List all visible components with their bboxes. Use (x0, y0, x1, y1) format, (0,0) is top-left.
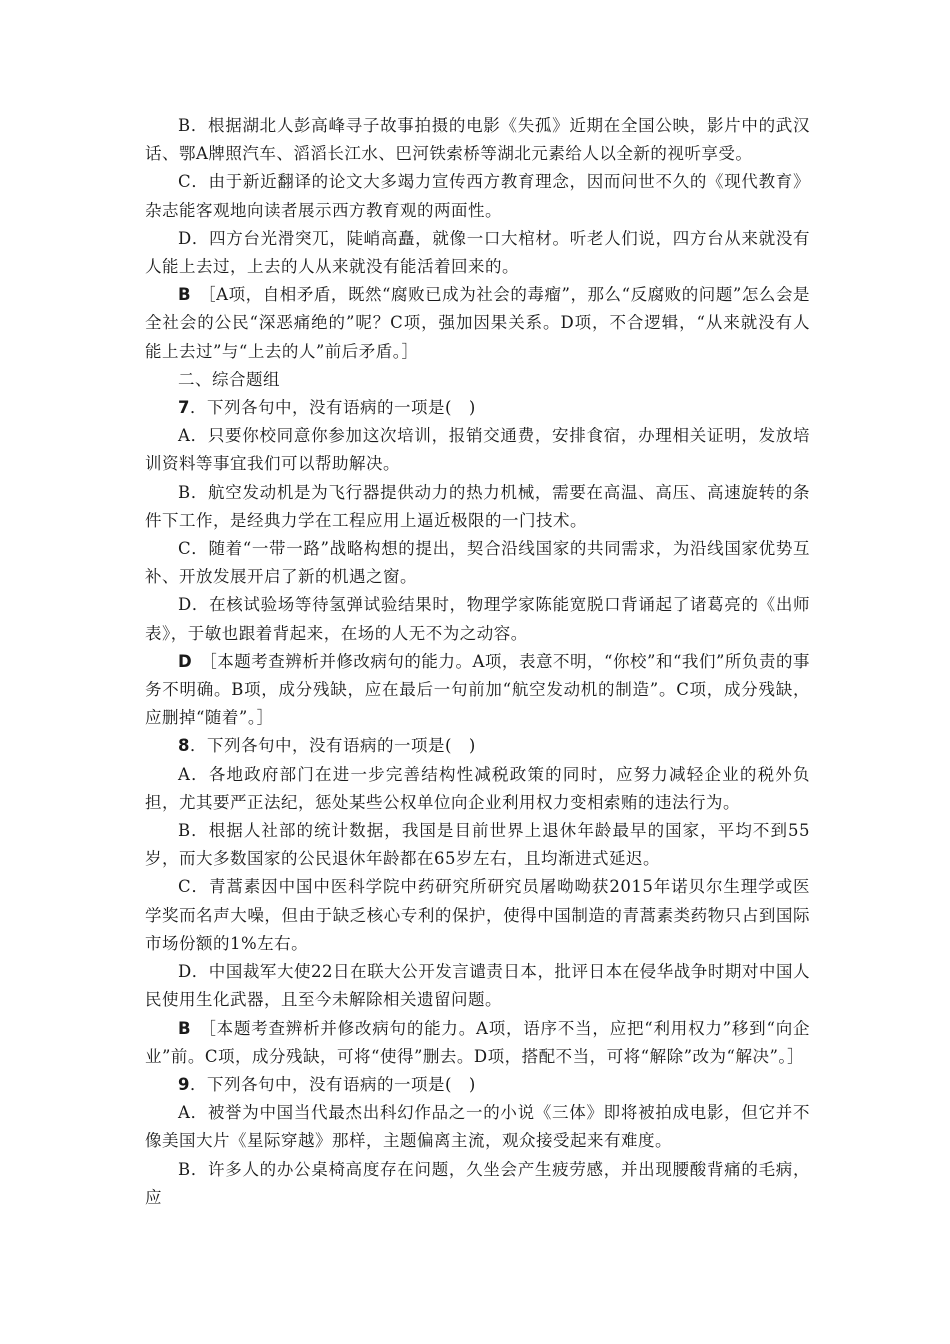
option-paragraph: C．随着“一带一路”战略构想的提出，契合沿线国家的共同需求，为沿线国家优势互补、开放发展开启了新的机遇之窗。 (145, 539, 810, 587)
question-text: ．下列各句中，没有语病的一项是( ) (189, 736, 476, 756)
option-paragraph: D．在核试验场等待氢弹试验结果时，物理学家陈能宽脱口背诵起了诸葛亮的《出师表》，于敏也跟着背起来，在场的人无不为之动容。 (145, 595, 810, 643)
option-paragraph: B．许多人的办公桌椅高度存在问题，久坐会产生疲劳感，并出现腰酸背痛的毛病，应 (145, 1159, 810, 1207)
question-text: ．下列各句中，没有语病的一项是( ) (189, 1074, 476, 1094)
option-paragraph: A．被誉为中国当代最杰出科幻作品之一的小说《三体》即将被拍成电影，但它并不像美国大片《星际穿越》那样，主题偏离主流，观众接受起来有难度。 (145, 1103, 810, 1151)
answer-paragraph (145, 648, 810, 733)
option-paragraph: A．各地政府部门在进一步完善结构性减税政策的同时，应努力减轻企业的税外负担，尤其要严正法纪，惩处某些公权单位向企业利用权力变相索贿的违法行为。 (145, 764, 810, 812)
option-paragraph: B．根据人社部的统计数据，我国是目前世界上退休年龄最早的国家，平均不到55岁，而大多数国家的公民退休年龄都在65岁左右，且均渐进式延迟。 (145, 821, 810, 869)
option-paragraph: C．青蒿素因中国中医科学院中药研究所研究员屠呦呦获2015年诺贝尔生理学或医学奖而名声大噪，但由于缺乏核心专利的保护，使得中国制造的青蒿素类药物只占到国际市场份额的1%左右。 (145, 877, 810, 953)
question-stem (145, 1071, 810, 1099)
question-number: 9 (178, 1074, 190, 1094)
question-number: 8 (178, 736, 190, 756)
option-paragraph: B．根据湖北人彭高峰寻子故事拍摄的电影《失孤》近期在全国公映，影片中的武汉话、鄂A牌照汽车、滔滔长江水、巴河铁索桥等湖北元素给人以全新的视听享受。 (145, 116, 810, 164)
answer-explanation: ［A项，自相矛盾，既然“腐败已成为社会的毒瘤”，那么“反腐败的问题”怎么会是全社会的公民“深恶痛绝的”呢？C项，强加因果关系。D项，不合逻辑，“从来就没有人能上去过”与“上去的人”前后矛盾。］ (145, 285, 810, 361)
option-paragraph: B．航空发动机是为飞行器提供动力的热力机械，需要在高温、高压、高速旋转的条件下工作，是经典力学在工程应用上逼近极限的一门技术。 (145, 482, 810, 530)
option-paragraph: A．只要你校同意你参加这次培训，报销交通费，安排食宿，办理相关证明，发放培训资料等事宜我们可以帮助解决。 (145, 426, 810, 474)
option-paragraph: D．中国裁军大使22日在联大公开发言谴责日本，批评日本在侵华战争时期对中国人民使用生化武器，且至今未解除相关遗留问题。 (145, 962, 810, 1010)
option-paragraph: C．由于新近翻译的论文大多竭力宣传西方教育理念，因而问世不久的《现代教育》杂志能客观地向读者展示西方教育观的两面性。 (145, 172, 810, 220)
answer-key: B (178, 285, 192, 305)
option-paragraph: D．四方台光滑突兀，陡峭高矗，就像一口大棺材。听老人们说，四方台从来就没有人能上去过，上去的人从来就没有能活着回来的。 (145, 228, 810, 277)
question-number: 7 (178, 398, 190, 418)
answer-key: D (178, 651, 193, 671)
answer-paragraph (145, 281, 810, 366)
answer-key: B (178, 1018, 192, 1038)
question-stem (145, 394, 810, 422)
question-text: ．下列各句中，没有语病的一项是( ) (189, 398, 476, 418)
section-heading: 二、综合题组 (178, 369, 280, 389)
document-body (145, 112, 810, 1212)
question-stem (145, 732, 810, 760)
answer-explanation: ［本题考查辨析并修改病句的能力。A项，表意不明，“你校”和“我们”所负责的事务不明确。B项，成分残缺，应在最后一句前加“航空发动机的制造”。C项，成分残缺，应删掉“随着”。］ (145, 651, 810, 728)
answer-paragraph (145, 1015, 810, 1071)
answer-explanation: ［本题考查辨析并修改病句的能力。A项，语序不当，应把“利用权力”移到“向企业”前。C项，成分残缺，可将“使得”删去。D项，搭配不当，可将“解除”改为“解决”。］ (145, 1018, 810, 1066)
